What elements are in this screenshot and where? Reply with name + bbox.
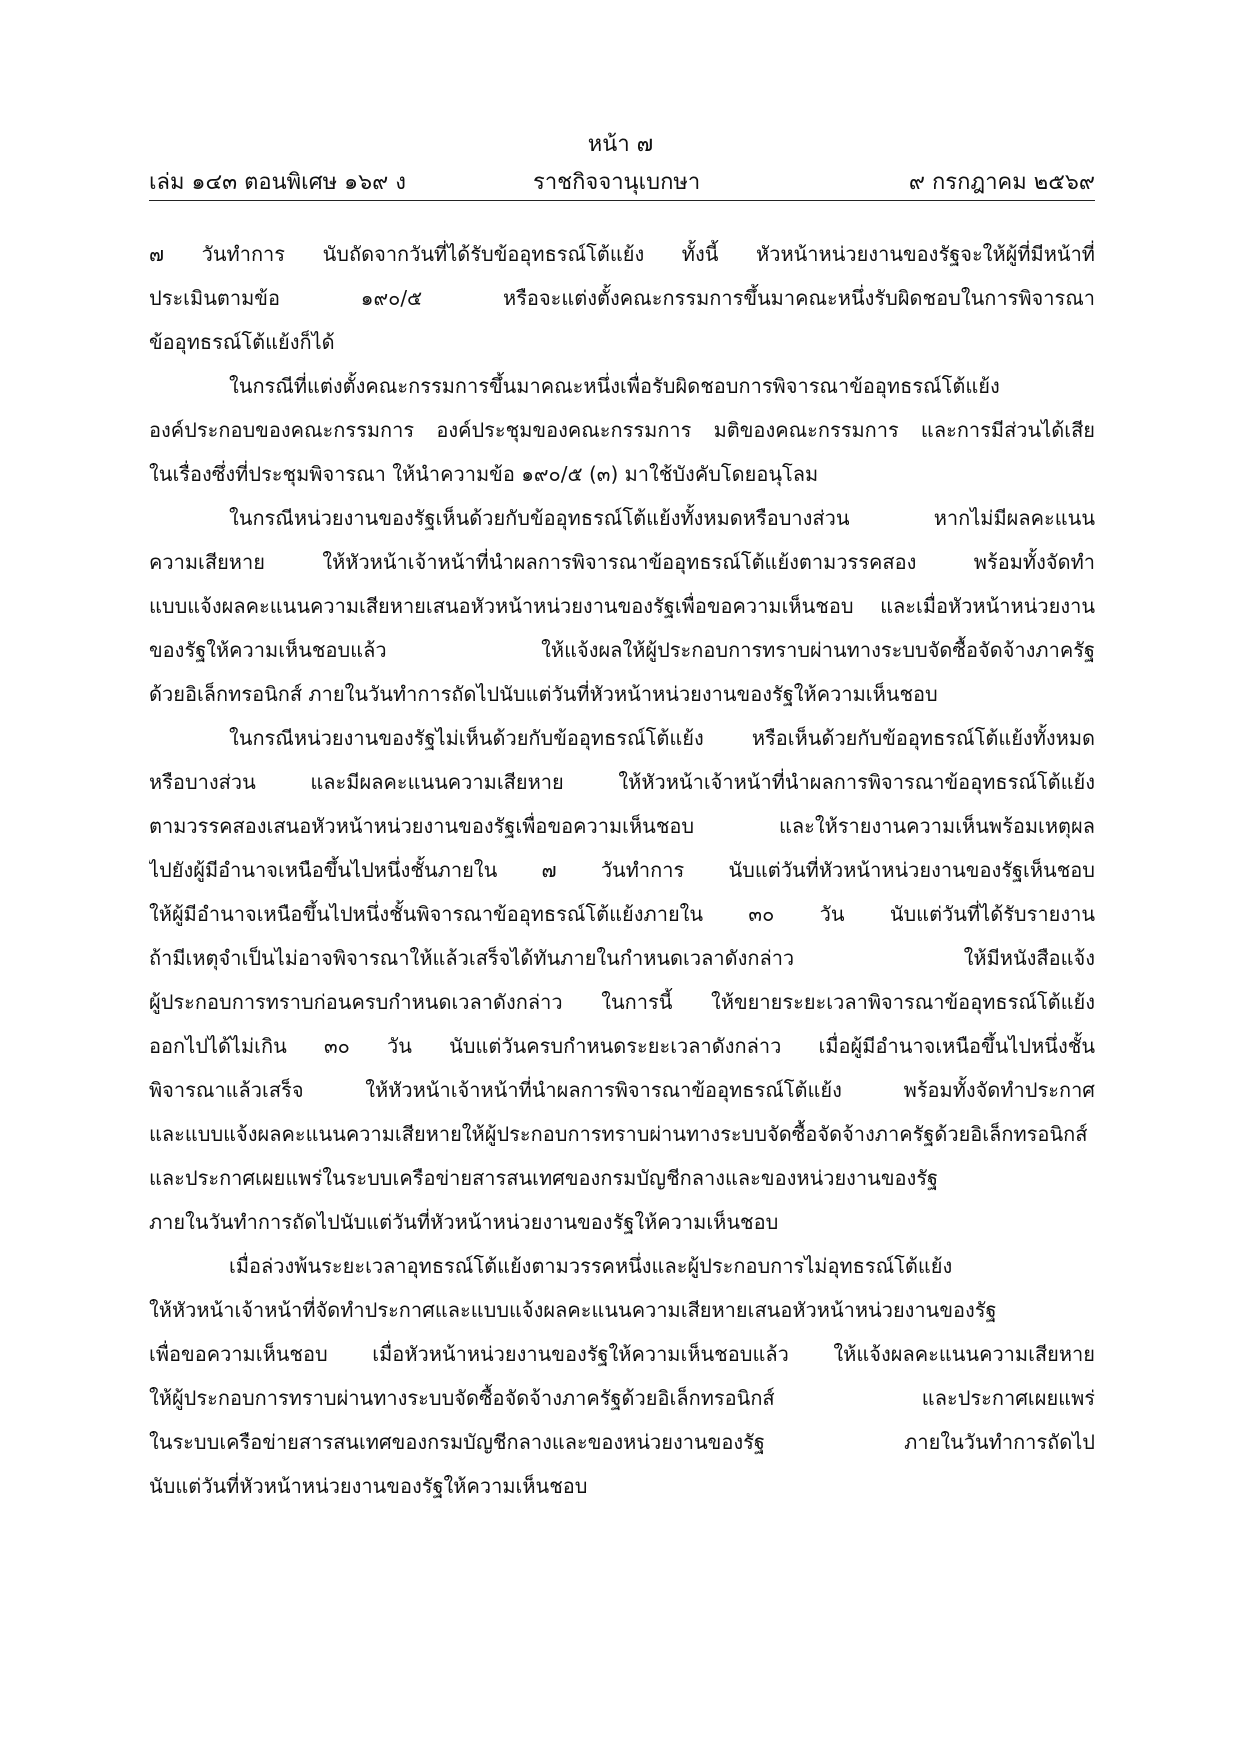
text-line: พิจารณาแล้วเสร็จ ให้หัวหน้าเจ้าหน้าที่นำผลการพิจารณาข้ออุทธรณ์โต้แย้ง พร้อมทั้งจัดทำประกาศ [149, 1078, 1095, 1102]
paragraph-start-line: ในกรณีหน่วยงานของรัฐไม่เห็นด้วยกับข้ออุทธรณ์โต้แย้ง หรือเห็นด้วยกับข้ออุทธรณ์โต้แย้งทั้งหมด [229, 726, 1095, 750]
text-line: และแบบแจ้งผลคะแนนความเสียหายให้ผู้ประกอบการทราบผ่านทางระบบจัดซื้อจัดจ้างภาครัฐด้วยอิเล็กทรอนิกส์ [149, 1122, 1088, 1146]
text-line: และประกาศเผยแพร่ในระบบเครือข่ายสารสนเทศของกรมบัญชีกลางและของหน่วยงานของรัฐ [149, 1166, 939, 1190]
text-line: ในเรื่องซึ่งที่ประชุมพิจารณา ให้นำความข้อ ๑๙๐/๕ (๓) มาใช้บังคับโดยอนุโลม [149, 462, 819, 486]
publication-title: ราชกิจจานุเบกษา [533, 170, 701, 195]
paragraph-start-line: เมื่อล่วงพ้นระยะเวลาอุทธรณ์โต้แย้งตามวรรคหนึ่งและผู้ประกอบการไม่อุทธรณ์โต้แย้ง [229, 1254, 953, 1278]
volume-issue: เล่ม ๑๔๓ ตอนพิเศษ ๑๖๙ ง [149, 170, 406, 195]
body-text [149, 232, 1095, 1508]
page-number: หน้า ๗ [587, 132, 654, 157]
text-line: นับแต่วันที่หัวหน้าหน่วยงานของรัฐให้ความเห็นชอบ [149, 1474, 588, 1498]
text-line: ภายในวันทำการถัดไปนับแต่วันที่หัวหน้าหน่วยงานของรัฐให้ความเห็นชอบ [149, 1210, 779, 1234]
text-line: ๗ วันทำการ นับถัดจากวันที่ได้รับข้ออุทธรณ์โต้แย้ง ทั้งนี้ หัวหน้าหน่วยงานของรัฐจะให้ผู้ที่มีหน้าที่ [149, 242, 1095, 266]
text-line: ไปยังผู้มีอำนาจเหนือขึ้นไปหนึ่งชั้นภายใน ๗ วันทำการ นับแต่วันที่หัวหน้าหน่วยงานของรัฐเห็นชอบ [149, 858, 1095, 882]
text-line: แบบแจ้งผลคะแนนความเสียหายเสนอหัวหน้าหน่วยงานของรัฐเพื่อขอความเห็นชอบ และเมื่อหัวหน้าหน่วยงาน [149, 594, 1095, 618]
text-line: ถ้ามีเหตุจำเป็นไม่อาจพิจารณาให้แล้วเสร็จได้ทันภายในกำหนดเวลาดังกล่าว ให้มีหนังสือแจ้ง [149, 946, 1095, 970]
text-line: ให้ผู้มีอำนาจเหนือขึ้นไปหนึ่งชั้นพิจารณาข้ออุทธรณ์โต้แย้งภายใน ๓๐ วัน นับแต่วันที่ได้รับรายงาน [149, 902, 1095, 926]
publication-date: ๙ กรกฎาคม ๒๕๖๙ [908, 170, 1095, 195]
text-line: ประเมินตามข้อ ๑๙๐/๕ หรือจะแต่งตั้งคณะกรรมการขึ้นมาคณะหนึ่งรับผิดชอบในการพิจารณา [149, 286, 1095, 310]
text-line: ผู้ประกอบการทราบก่อนครบกำหนดเวลาดังกล่าว ในการนี้ ให้ขยายระยะเวลาพิจารณาข้ออุทธรณ์โต้แย้ง [149, 990, 1095, 1014]
text-line: หรือบางส่วน และมีผลคะแนนความเสียหาย ให้หัวหน้าเจ้าหน้าที่นำผลการพิจารณาข้ออุทธรณ์โต้แย้ง [149, 770, 1095, 794]
text-line: เพื่อขอความเห็นชอบ เมื่อหัวหน้าหน่วยงานของรัฐให้ความเห็นชอบแล้ว ให้แจ้งผลคะแนนความเสียหาย [149, 1342, 1095, 1366]
paragraph-start-line: ในกรณีหน่วยงานของรัฐเห็นด้วยกับข้ออุทธรณ์โต้แย้งทั้งหมดหรือบางส่วน หากไม่มีผลคะแนน [229, 506, 1095, 530]
text-line: ในระบบเครือข่ายสารสนเทศของกรมบัญชีกลางและของหน่วยงานของรัฐ ภายในวันทำการถัดไป [149, 1430, 1095, 1454]
text-line: ความเสียหาย ให้หัวหน้าเจ้าหน้าที่นำผลการพิจารณาข้ออุทธรณ์โต้แย้งตามวรรคสอง พร้อมทั้งจัดทำ [149, 550, 1095, 574]
gazette-header [149, 166, 1095, 201]
text-line: ข้ออุทธรณ์โต้แย้งก็ได้ [149, 330, 335, 354]
text-line: ให้หัวหน้าเจ้าหน้าที่จัดทำประกาศและแบบแจ้งผลคะแนนความเสียหายเสนอหัวหน้าหน่วยงานของรัฐ [149, 1298, 997, 1322]
text-line: ให้ผู้ประกอบการทราบผ่านทางระบบจัดซื้อจัดจ้างภาครัฐด้วยอิเล็กทรอนิกส์ และประกาศเผยแพร่ [149, 1386, 1095, 1410]
text-line: ออกไปได้ไม่เกิน ๓๐ วัน นับแต่วันครบกำหนดระยะเวลาดังกล่าว เมื่อผู้มีอำนาจเหนือขึ้นไปหนึ่งชั้น [149, 1034, 1095, 1058]
text-line: ของรัฐให้ความเห็นชอบแล้ว ให้แจ้งผลให้ผู้ประกอบการทราบผ่านทางระบบจัดซื้อจัดจ้างภาครัฐ [149, 638, 1095, 662]
text-line: องค์ประกอบของคณะกรรมการ องค์ประชุมของคณะกรรมการ มติของคณะกรรมการ และการมีส่วนได้เสีย [149, 418, 1095, 442]
text-line: ตามวรรคสองเสนอหัวหน้าหน่วยงานของรัฐเพื่อขอความเห็นชอบ และให้รายงานความเห็นพร้อมเหตุผล [149, 814, 1095, 838]
text-line: ด้วยอิเล็กทรอนิกส์ ภายในวันทำการถัดไปนับแต่วันที่หัวหน้าหน่วยงานของรัฐให้ความเห็นชอบ [149, 682, 938, 706]
paragraph-start-line: ในกรณีที่แต่งตั้งคณะกรรมการขึ้นมาคณะหนึ่งเพื่อรับผิดชอบการพิจารณาข้ออุทธรณ์โต้แย้ง [229, 374, 1000, 398]
